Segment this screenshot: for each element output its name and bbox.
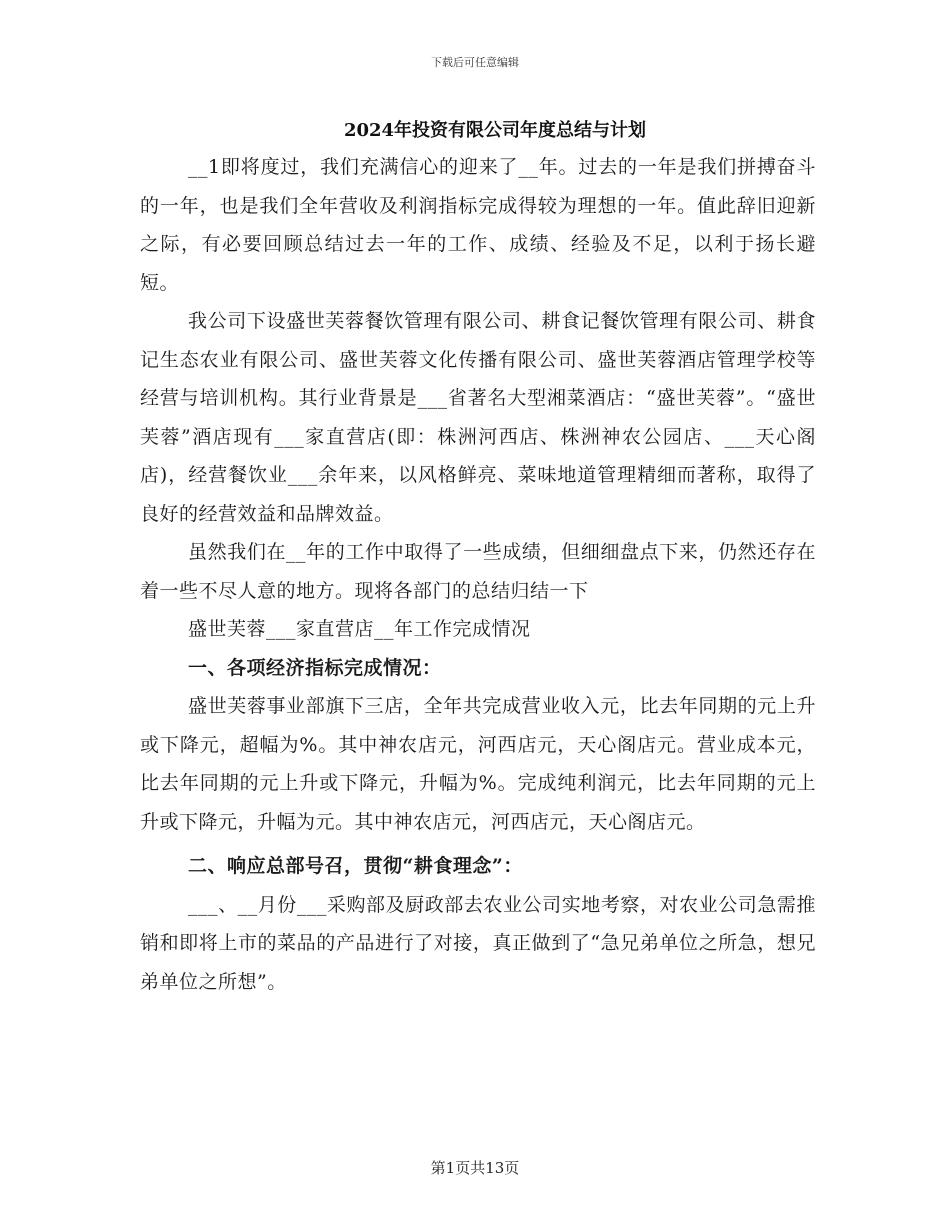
page-header: 下载后可任意编辑 <box>431 56 519 69</box>
paragraph-economic-indicators: 盛世芙蓉事业部旗下三店，全年共完成营业收入元，比去年同期的元上升或下降元，超幅为%。其中神农店元，河西店元，天心阁店元。营业成本元，比去年同期的元上升或下降元，升幅为%。完成纯利润元，比去年同期的元上升或下降元，升幅为元。其中神农店元，河西店元，天心阁店元。 <box>140 695 816 833</box>
paragraph-response: ___、__月份___采购部及厨政部去农业公司实地考察，对农业公司急需推销和即将上市的菜品的产品进行了对接，真正做到了“急兄弟单位之所急，想兄弟单位之所想”。 <box>140 893 816 993</box>
page-footer: 第1页共13页 <box>430 1159 520 1177</box>
document-title: 2024年投资有限公司年度总结与计划 <box>343 120 647 141</box>
section-heading-economic: 一、各项经济指标完成情况： <box>188 656 442 679</box>
document-body <box>140 148 816 1001</box>
section-heading-response: 二、响应总部号召，贯彻“耕食理念”： <box>188 855 523 877</box>
paragraph-intro: __1即将度过，我们充满信心的迎来了__年。过去的一年是我们拼搏奋斗的一年，也是我们全年营收及利润指标完成得较为理想的一年。值此辞旧迎新之际，有必要回顾总结过去一年的工作、成绩、经验及不足，以利于扬长避短。 <box>140 156 816 294</box>
paragraph-shortcomings: 虽然我们在__年的工作中取得了一些成绩，但细细盘点下来，仍然还存在着一些不尽人意的地方。现将各部门的总结归结一下 <box>140 541 816 602</box>
paragraph-company-background: 我公司下设盛世芙蓉餐饮管理有限公司、耕食记餐饮管理有限公司、耕食记生态农业有限公司、盛世芙蓉文化传播有限公司、盛世芙蓉酒店管理学校等经营与培训机构。其行业背景是___省著名大型湘菜酒店：“盛世芙蓉”。“盛世芙蓉”酒店现有___家直营店(即：株洲河西店、株洲神农公园店、___天心阁店)，经营餐饮业___余年来，以风格鲜亮、菜味地道管理精细而著称，取得了良好的经营效益和品牌效益。 <box>140 310 816 525</box>
paragraph-section-intro: 盛世芙蓉___家直营店__年工作完成情况 <box>188 618 531 640</box>
